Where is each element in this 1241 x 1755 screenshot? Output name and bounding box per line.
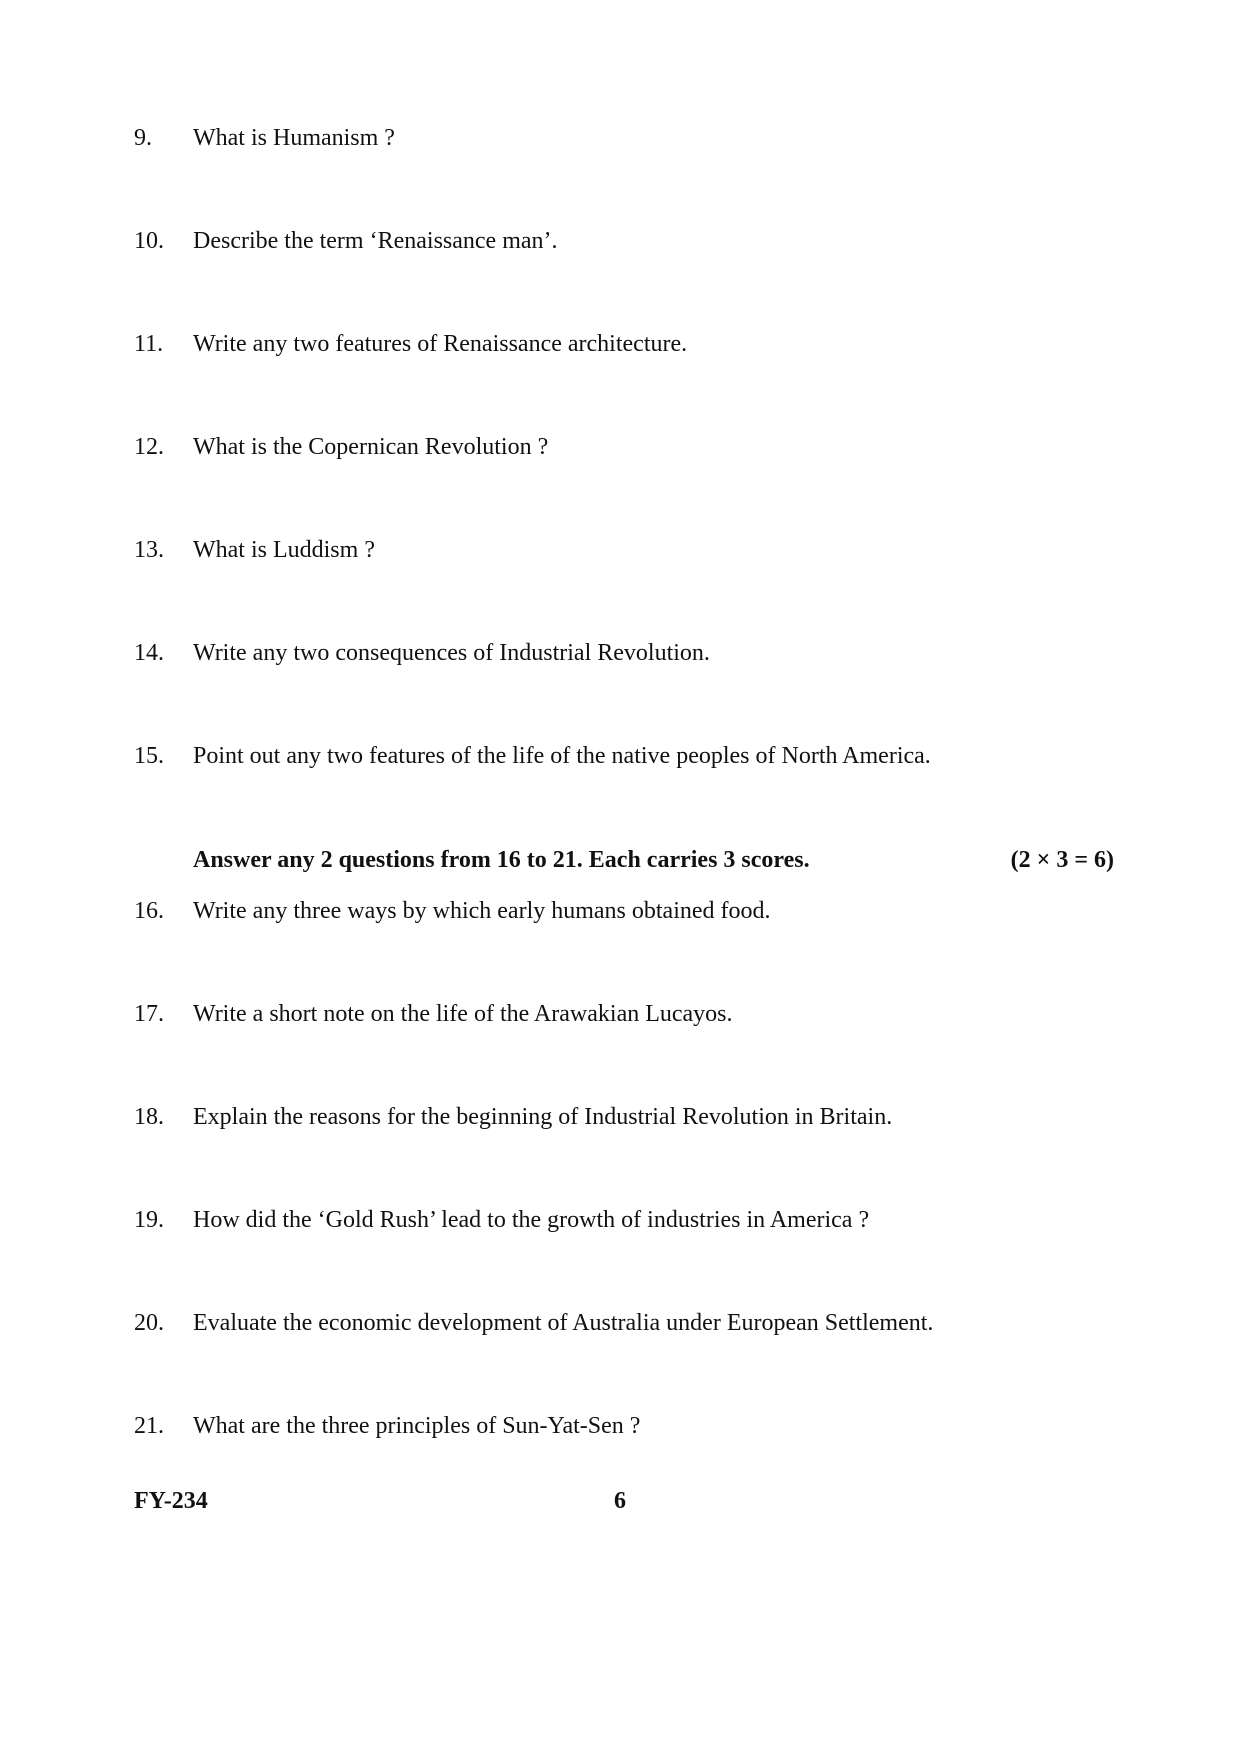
question-text: Write any three ways by which early humans obtained food.: [193, 898, 771, 924]
question-number: 14.: [134, 640, 164, 666]
question-9: [0, 118, 1241, 158]
question-number: 16.: [134, 898, 164, 924]
section-instruction: [193, 840, 1114, 880]
question-number: 13.: [134, 537, 164, 563]
question-text: Explain the reasons for the beginning of Industrial Revolution in Britain.: [193, 1104, 893, 1130]
question-number: 18.: [134, 1104, 164, 1130]
question-number: 10.: [134, 228, 164, 254]
question-text: Evaluate the economic development of Australia under European Settlement.: [193, 1310, 934, 1336]
paper-code: FY-234: [134, 1488, 208, 1514]
question-text: Point out any two features of the life of the native peoples of North America.: [193, 743, 931, 769]
marks-allocation: (2 × 3 = 6): [1010, 847, 1114, 873]
question-text: What is Humanism ?: [193, 125, 395, 151]
question-number: 17.: [134, 1001, 164, 1027]
question-number: 20.: [134, 1310, 164, 1336]
page-number: 6: [614, 1488, 626, 1514]
instruction-text: Answer any 2 questions from 16 to 21. Each carries 3 scores.: [193, 847, 810, 873]
question-text: What are the three principles of Sun-Yat-Sen ?: [193, 1413, 641, 1439]
question-15: [0, 736, 1241, 776]
question-19: [0, 1200, 1241, 1240]
question-text: Write a short note on the life of the Arawakian Lucayos.: [193, 1001, 733, 1027]
question-number: 15.: [134, 743, 164, 769]
question-number: 11.: [134, 331, 164, 357]
question-number: 12.: [134, 434, 164, 460]
question-12: [0, 427, 1241, 467]
question-13: [0, 530, 1241, 570]
question-text: What is the Copernican Revolution ?: [193, 434, 549, 460]
question-21: [0, 1406, 1241, 1446]
question-number: 9.: [134, 125, 152, 151]
question-17: [0, 994, 1241, 1034]
question-text: What is Luddism ?: [193, 537, 375, 563]
question-number: 19.: [134, 1207, 164, 1233]
question-number: 21.: [134, 1413, 164, 1439]
question-text: Write any two consequences of Industrial Revolution.: [193, 640, 710, 666]
question-10: [0, 221, 1241, 261]
question-14: [0, 633, 1241, 673]
question-text: Describe the term ‘Renaissance man’.: [193, 228, 558, 254]
question-16: [0, 891, 1241, 931]
question-20: [0, 1303, 1241, 1343]
question-text: How did the ‘Gold Rush’ lead to the growth of industries in America ?: [193, 1207, 870, 1233]
question-text: Write any two features of Renaissance architecture.: [193, 331, 688, 357]
question-18: [0, 1097, 1241, 1137]
question-11: [0, 324, 1241, 364]
